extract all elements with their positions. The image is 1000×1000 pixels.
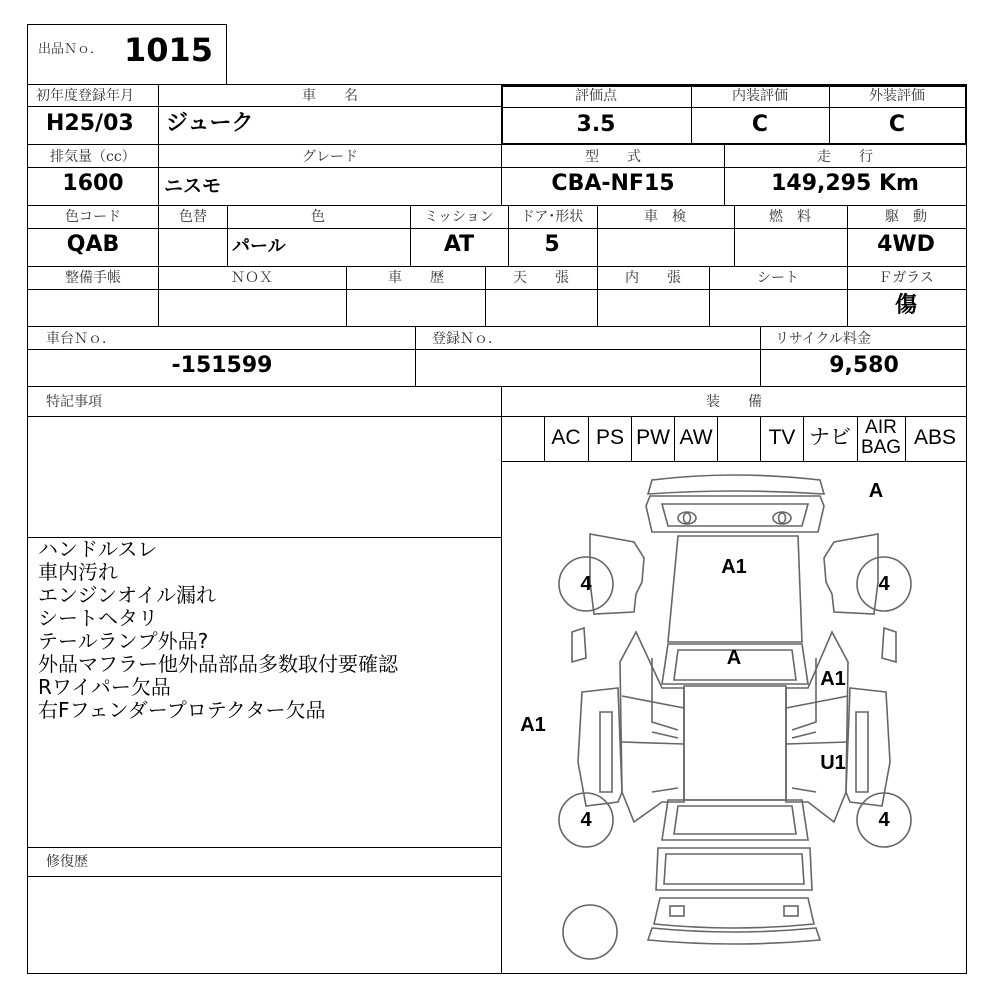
first-registration: H25/03 [46,111,134,136]
remark-line: Rワイパー欠品 [38,675,171,699]
equipment-label: 装 備 [706,394,762,410]
exterior-rating-label: 外装評価 [869,88,925,104]
fglass-label: Ｆガラス [878,270,934,286]
nox-label: ＮＯＸ [231,270,273,286]
equipment-pw: PW [636,426,670,449]
seat-label: シート [757,270,799,286]
remark-line: 外品マフラー他外品部品多数取付要確認 [38,652,398,676]
remarks-label: 特記事項 [46,394,102,410]
equipment-aw: AW [679,426,713,449]
remark-line: ハンドルスレ [38,537,158,561]
grade-label: グレード [302,149,358,165]
mark-hood: A1 [721,556,747,578]
color-code: QAB [66,232,120,257]
equipment-ac: AC [551,426,581,449]
car-name: ジューク [166,111,254,136]
mileage: 149,295 Km [771,171,919,196]
fglass: 傷 [894,293,918,318]
color: パール [232,236,286,257]
registration-label: 登録Ｎｏ． [432,331,502,347]
remark-line: 車内汚れ [38,560,118,584]
mark-left-side: A1 [520,714,546,736]
remark-line: シートヘタリ [38,606,158,630]
repair-history-label: 修復歴 [46,854,88,870]
remark-line: エンジンオイル漏れ [38,583,216,607]
door: 5 [544,232,560,257]
remark-line: 右Fフェンダープロテクター欠品 [38,698,326,722]
tire-front-left: 4 [580,573,592,595]
score-label: 評価点 [575,88,617,104]
model-label: 型 式 [585,149,641,165]
mileage-label: 走 行 [817,149,873,165]
door-label: ドア･形状 [520,209,584,225]
mission-label: ミッション [424,209,494,225]
grade: ニスモ [164,175,222,197]
model: CBA-NF15 [551,171,675,196]
remark-line: テールランプ外品? [38,629,209,653]
chassis-number: -151599 [171,353,273,378]
score: 3.5 [576,112,616,137]
mark-windshield: A [726,647,742,669]
interior-rating-label: 内装評価 [732,88,788,104]
first-registration-label: 初年度登録年月 [36,88,134,104]
interior-rating: C [751,112,769,137]
chassis-label: 車台Ｎｏ． [46,331,116,347]
equipment-navi: ナビ [809,426,851,449]
lot-number: 1015 [124,31,214,69]
equipment-airbag-bottom: BAG [860,437,902,458]
color-change-label: 色替 [179,209,207,225]
fuel-label: 燃 料 [769,209,811,225]
recycle-fee: 9,580 [829,353,899,378]
drive-label: 駆 動 [885,209,927,225]
exterior-rating: C [888,112,906,137]
tire-rear-left: 4 [580,809,592,831]
equipment-abs: ABS [913,426,957,449]
tire-rear-right: 4 [878,809,890,831]
roof-lining-label: 天 張 [513,270,569,286]
equipment-airbag-top: AIR [865,417,897,438]
inspection-label: 車 検 [644,209,686,225]
drive: 4WD [877,232,935,257]
maintenance-label: 整備手帳 [65,270,121,286]
tire-front-right: 4 [878,573,890,595]
mark-right-side-rear: U1 [820,752,846,774]
color-label: 色 [311,209,325,225]
car-name-label: 車 名 [302,88,358,104]
equipment-ps: PS [595,426,625,449]
equipment-tv: TV [768,426,796,449]
displacement-label: 排気量（cc） [50,149,136,165]
interior-lining-label: 内 張 [625,270,681,286]
displacement: 1600 [62,171,124,196]
color-code-label: 色コード [65,209,121,225]
mission: AT [443,232,475,257]
recycle-fee-label: リサイクル料金 [775,331,872,347]
lot-number-label: 出品Ｎｏ． [38,42,104,57]
mark-top-right: A [868,480,884,502]
car-diagram [502,462,966,974]
mark-right-side-front: A1 [820,668,846,690]
history-label: 車 歴 [388,270,444,286]
